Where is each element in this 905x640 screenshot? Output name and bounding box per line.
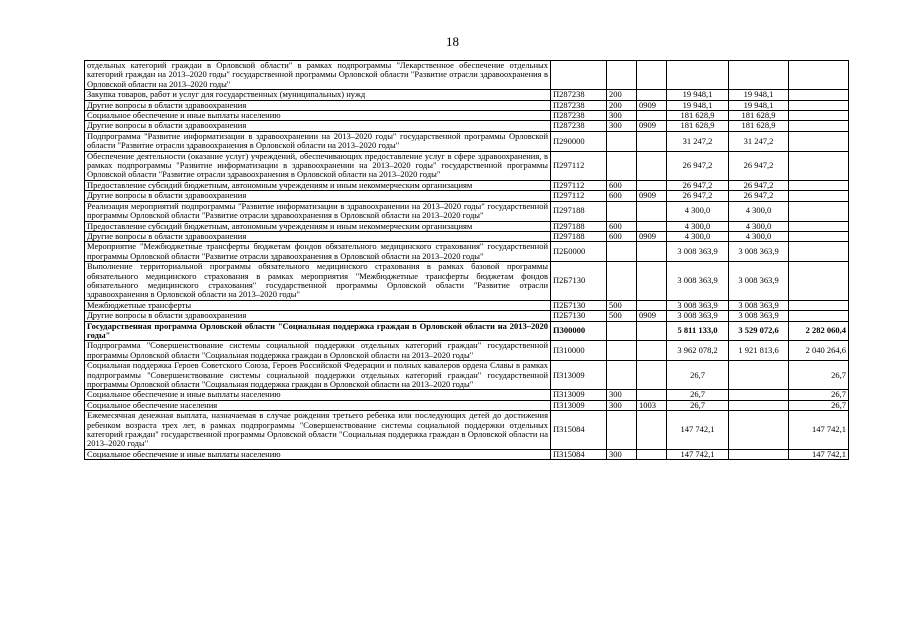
row-section-code — [637, 61, 667, 90]
row-target-code: П290000 — [551, 131, 607, 151]
row-amount-total: 26 947,2 — [667, 180, 729, 190]
row-amount-col3 — [789, 111, 849, 121]
table-row — [85, 191, 849, 201]
row-description: Социальное обеспечение и иные выплаты населению — [85, 390, 551, 400]
row-expense-type: 500 — [607, 300, 637, 310]
row-section-code — [637, 221, 667, 231]
row-target-code: П287238 — [551, 111, 607, 121]
row-amount-col2 — [729, 400, 789, 410]
budget-table — [84, 60, 849, 460]
row-description: Предоставление субсидий бюджетным, автономным учреждениям и иным некоммерческим организациям — [85, 180, 551, 190]
row-description: Реализация мероприятий подпрограммы "Развитие информатизации в здравоохранении на 2013–2020 годы" государственной программы Орловской области "Развитие отрасли здравоохранения в Орловской области на 2013–2020 годы" — [85, 201, 551, 221]
row-amount-col3: 2 282 060,4 — [789, 321, 849, 341]
row-expense-type — [607, 151, 637, 180]
row-amount-col3: 147 742,1 — [789, 449, 849, 459]
row-target-code: П2Б7130 — [551, 262, 607, 301]
row-expense-type — [607, 131, 637, 151]
row-target-code: П287238 — [551, 100, 607, 110]
row-expense-type: 600 — [607, 191, 637, 201]
table-row — [85, 262, 849, 301]
row-target-code: П287238 — [551, 121, 607, 131]
row-amount-col3 — [789, 61, 849, 90]
row-amount-total: 5 811 133,0 — [667, 321, 729, 341]
row-description: Государственная программа Орловской области "Социальная поддержка граждан в Орловской области на 2013–2020 годы" — [85, 321, 551, 341]
row-target-code: П315084 — [551, 411, 607, 450]
row-section-code: 0909 — [637, 191, 667, 201]
row-description: Обеспечение деятельности (оказание услуг) учреждений, обеспечивающих предоставление услуг в сфере здравоохранения, в рамках подпрограммы "Развитие информатизации в здравоохранении на 2013–2020 годы" государственной программы Орловской области "Развитие отрасли здравоохранения в Орловской области на 2013–2020 годы" — [85, 151, 551, 180]
row-description: Социальное обеспечение и иные выплаты населению — [85, 111, 551, 121]
row-amount-total: 4 300,0 — [667, 221, 729, 231]
row-description: Мероприятие "Межбюджетные трансферты бюджетам фондов обязательного медицинского страхования" государственной программы Орловской области "Развитие отрасли здравоохранения в Орловской области на 2013–2020 годы" — [85, 242, 551, 262]
table-row — [85, 300, 849, 310]
row-amount-total: 19 948,1 — [667, 90, 729, 100]
row-section-code — [637, 390, 667, 400]
row-description: Подпрограмма "Развитие информатизации в здравоохранении на 2013–2020 годы" государственной программы Орловской области "Развитие отрасли здравоохранения в Орловской области на 2013–2020 годы" — [85, 131, 551, 151]
row-section-code — [637, 411, 667, 450]
table-row — [85, 390, 849, 400]
row-target-code: П2Б7130 — [551, 311, 607, 321]
row-amount-total: 181 628,9 — [667, 121, 729, 131]
row-section-code — [637, 201, 667, 221]
row-amount-col2 — [729, 61, 789, 90]
row-amount-total: 4 300,0 — [667, 201, 729, 221]
table-row — [85, 449, 849, 459]
row-amount-col2: 3 008 363,9 — [729, 300, 789, 310]
row-amount-total: 26,7 — [667, 361, 729, 390]
row-amount-col2: 26 947,2 — [729, 191, 789, 201]
table-row — [85, 321, 849, 341]
row-section-code — [637, 449, 667, 459]
table-row — [85, 231, 849, 241]
table-row — [85, 151, 849, 180]
row-amount-col2 — [729, 390, 789, 400]
row-section-code: 1003 — [637, 400, 667, 410]
row-target-code: П315084 — [551, 449, 607, 459]
row-amount-col2: 181 628,9 — [729, 121, 789, 131]
row-description: Другие вопросы в области здравоохранения — [85, 100, 551, 110]
row-section-code — [637, 111, 667, 121]
row-section-code: 0909 — [637, 231, 667, 241]
row-amount-col3 — [789, 131, 849, 151]
row-section-code — [637, 180, 667, 190]
row-description: Предоставление субсидий бюджетным, автономным учреждениям и иным некоммерческим организациям — [85, 221, 551, 231]
row-amount-total: 3 008 363,9 — [667, 242, 729, 262]
row-section-code — [637, 131, 667, 151]
row-target-code: П313009 — [551, 361, 607, 390]
row-amount-col2: 3 008 363,9 — [729, 242, 789, 262]
row-expense-type: 300 — [607, 449, 637, 459]
table-row — [85, 221, 849, 231]
row-section-code — [637, 341, 667, 361]
row-amount-col3 — [789, 191, 849, 201]
row-description: Выполнение территориальной программы обязательного медицинского страхования в рамках базовой программы обязательного медицинского страхования в рамках мероприятия "Межбюджетные трансферты бюджетам фондов обязательного медицинского страхования" государственной программы Орловской области "Развитие отрасли здравоохранения в Орловской области на 2013–2020 годы" — [85, 262, 551, 301]
row-amount-total: 147 742,1 — [667, 449, 729, 459]
row-description: Закупка товаров, работ и услуг для государственных (муниципальных) нужд — [85, 90, 551, 100]
row-amount-total: 3 008 363,9 — [667, 262, 729, 301]
row-description: Другие вопросы в области здравоохранения — [85, 191, 551, 201]
row-amount-col3 — [789, 100, 849, 110]
row-amount-col3 — [789, 201, 849, 221]
row-amount-col3 — [789, 262, 849, 301]
row-amount-col3: 26,7 — [789, 361, 849, 390]
row-amount-total: 19 948,1 — [667, 100, 729, 110]
row-expense-type: 300 — [607, 111, 637, 121]
row-amount-total — [667, 61, 729, 90]
row-expense-type: 600 — [607, 221, 637, 231]
row-amount-col2: 181 628,9 — [729, 111, 789, 121]
row-amount-col2: 26 947,2 — [729, 180, 789, 190]
row-amount-col3: 26,7 — [789, 390, 849, 400]
row-expense-type — [607, 361, 637, 390]
row-amount-total: 3 008 363,9 — [667, 311, 729, 321]
row-description: Социальное обеспечение и иные выплаты населению — [85, 449, 551, 459]
table-row — [85, 311, 849, 321]
row-expense-type — [607, 321, 637, 341]
row-amount-col2: 1 921 813,6 — [729, 341, 789, 361]
row-description: Другие вопросы в области здравоохранения — [85, 231, 551, 241]
row-amount-total: 4 300,0 — [667, 231, 729, 241]
row-amount-col3 — [789, 221, 849, 231]
row-section-code — [637, 90, 667, 100]
row-amount-col2 — [729, 411, 789, 450]
row-amount-col3: 2 040 264,6 — [789, 341, 849, 361]
row-amount-col2 — [729, 449, 789, 459]
row-amount-col3 — [789, 121, 849, 131]
table-row — [85, 411, 849, 450]
row-amount-col2: 31 247,2 — [729, 131, 789, 151]
row-expense-type — [607, 61, 637, 90]
table-row — [85, 121, 849, 131]
row-target-code: П297188 — [551, 201, 607, 221]
row-amount-col2: 26 947,2 — [729, 151, 789, 180]
row-target-code: П297112 — [551, 180, 607, 190]
row-description: Социальная поддержка Героев Советского Союза, Героев Российской Федерации и полных кавалеров ордена Славы в рамках подпрограммы "Совершенствование системы социальной поддержки отдельных категорий граждан" государственной программы Орловской области "Социальная поддержка граждан в Орловской области на 2013–2020 годы" — [85, 361, 551, 390]
table-row — [85, 201, 849, 221]
row-target-code: П313009 — [551, 390, 607, 400]
row-target-code: П287238 — [551, 90, 607, 100]
row-amount-total: 3 008 363,9 — [667, 300, 729, 310]
row-amount-total: 147 742,1 — [667, 411, 729, 450]
row-amount-total: 26,7 — [667, 400, 729, 410]
row-target-code: П297112 — [551, 191, 607, 201]
row-expense-type — [607, 262, 637, 301]
row-section-code — [637, 262, 667, 301]
table-row — [85, 111, 849, 121]
row-amount-col3 — [789, 231, 849, 241]
row-target-code — [551, 61, 607, 90]
row-expense-type: 200 — [607, 100, 637, 110]
table-row — [85, 242, 849, 262]
row-expense-type: 500 — [607, 311, 637, 321]
row-description: Другие вопросы в области здравоохранения — [85, 121, 551, 131]
row-target-code: П297188 — [551, 231, 607, 241]
row-amount-col3 — [789, 311, 849, 321]
row-amount-total: 26 947,2 — [667, 151, 729, 180]
row-amount-col3: 147 742,1 — [789, 411, 849, 450]
row-expense-type — [607, 201, 637, 221]
row-description: Ежемесячная денежная выплата, назначаемая в случае рождения третьего ребенка или последующих детей до достижения ребенком возраста трех лет, в рамках подпрограммы "Совершенствование системы социальной поддержки отдельных категорий граждан" государственной программы Орловской области "Социальная поддержка граждан в Орловской области на 2013–2020 годы" — [85, 411, 551, 450]
row-description: отдельных категорий граждан в Орловской области" в рамках подпрограммы "Лекарственное обеспечение отдельных категорий граждан на 2013–2020 годы" государственной программы Орловской области "Развитие отрасли здравоохранения в Орловской области на 2013–2020 годы" — [85, 61, 551, 90]
row-amount-total: 26,7 — [667, 390, 729, 400]
row-target-code: П297188 — [551, 221, 607, 231]
table-row — [85, 100, 849, 110]
row-amount-col2 — [729, 361, 789, 390]
table-row — [85, 61, 849, 90]
row-section-code: 0909 — [637, 121, 667, 131]
row-section-code: 0909 — [637, 100, 667, 110]
table-row — [85, 180, 849, 190]
row-section-code — [637, 151, 667, 180]
row-target-code: П310000 — [551, 341, 607, 361]
row-target-code: П2Б7130 — [551, 300, 607, 310]
row-amount-col3 — [789, 300, 849, 310]
row-section-code — [637, 321, 667, 341]
table-row — [85, 341, 849, 361]
row-amount-col2: 3 008 363,9 — [729, 262, 789, 301]
table-row — [85, 361, 849, 390]
row-amount-total: 31 247,2 — [667, 131, 729, 151]
row-expense-type — [607, 411, 637, 450]
row-expense-type: 200 — [607, 90, 637, 100]
row-expense-type: 300 — [607, 390, 637, 400]
row-target-code: П300000 — [551, 321, 607, 341]
table-row — [85, 400, 849, 410]
row-description: Социальное обеспечение населения — [85, 400, 551, 410]
row-amount-col2: 19 948,1 — [729, 100, 789, 110]
row-section-code — [637, 300, 667, 310]
row-section-code: 0909 — [637, 311, 667, 321]
table-row — [85, 131, 849, 151]
row-expense-type — [607, 341, 637, 361]
row-expense-type: 600 — [607, 180, 637, 190]
row-expense-type: 300 — [607, 121, 637, 131]
row-section-code — [637, 242, 667, 262]
row-amount-total: 181 628,9 — [667, 111, 729, 121]
row-expense-type: 600 — [607, 231, 637, 241]
row-amount-col3 — [789, 90, 849, 100]
row-amount-col2: 4 300,0 — [729, 221, 789, 231]
row-section-code — [637, 361, 667, 390]
row-description: Другие вопросы в области здравоохранения — [85, 311, 551, 321]
page-number: 18 — [446, 34, 459, 49]
row-amount-col2: 4 300,0 — [729, 201, 789, 221]
row-amount-col3: 26,7 — [789, 400, 849, 410]
table-row — [85, 90, 849, 100]
row-description: Подпрограмма "Совершенствование системы социальной поддержки отдельных категорий граждан" государственной программы Орловской области "Социальная поддержка граждан в Орловской области на 2013–2020 годы" — [85, 341, 551, 361]
row-amount-col3 — [789, 242, 849, 262]
row-amount-total: 3 962 078,2 — [667, 341, 729, 361]
row-amount-col2: 3 008 363,9 — [729, 311, 789, 321]
row-amount-col3 — [789, 151, 849, 180]
row-target-code: П313009 — [551, 400, 607, 410]
row-expense-type: 300 — [607, 400, 637, 410]
row-target-code: П2Б0000 — [551, 242, 607, 262]
row-amount-total: 26 947,2 — [667, 191, 729, 201]
row-amount-col2: 4 300,0 — [729, 231, 789, 241]
row-amount-col3 — [789, 180, 849, 190]
row-expense-type — [607, 242, 637, 262]
row-description: Межбюджетные трансферты — [85, 300, 551, 310]
row-amount-col2: 3 529 072,6 — [729, 321, 789, 341]
row-amount-col2: 19 948,1 — [729, 90, 789, 100]
row-target-code: П297112 — [551, 151, 607, 180]
